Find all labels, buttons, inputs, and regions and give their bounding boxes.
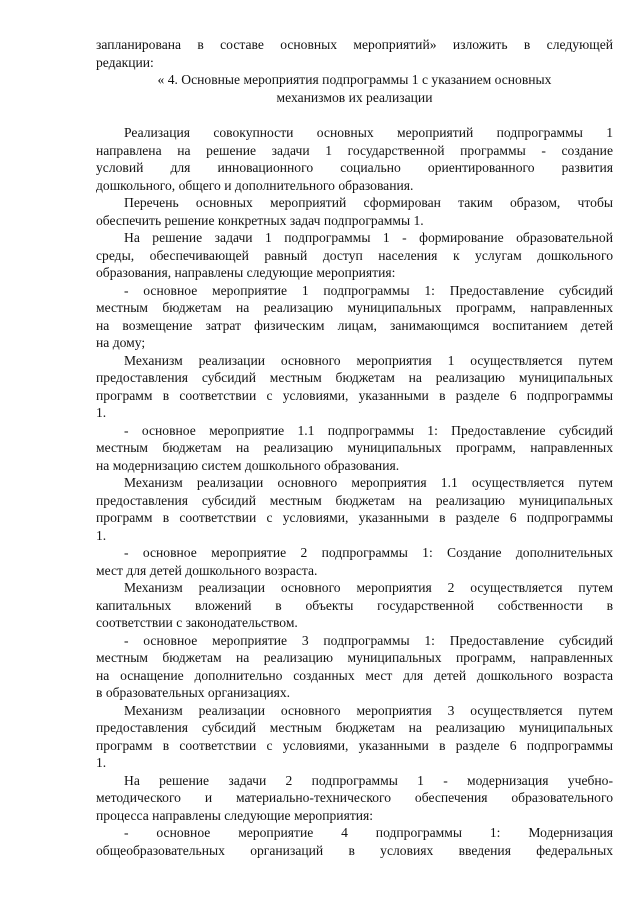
- text-line: - основное мероприятие 1 подпрограммы 1: Предоставление субсидий: [124, 282, 613, 298]
- text-line: Механизм реализации основного мероприятия 1 осуществляется путем: [124, 352, 613, 368]
- text-line: предоставления субсидий местным бюджетам на реализацию муниципальных: [96, 720, 613, 735]
- blank-line: [96, 106, 613, 124]
- text-line: программ в соответствии с условиями, указанными в разделе 6 подпрограммы: [96, 510, 613, 525]
- text-line: На решение задачи 2 подпрограммы 1 - модернизация учебно-: [124, 772, 613, 788]
- text-line: методического и материально-технического обеспечения образовательного: [96, 790, 613, 805]
- text-line: на оснащение дополнительно созданных мест для детей дошкольного возраста: [96, 667, 613, 683]
- text-line: 1.: [96, 527, 107, 543]
- text-line: предоставления субсидий местным бюджетам на реализацию муниципальных: [96, 370, 613, 385]
- text-line: программ в соответствии с условиями, указанными в разделе 6 подпрограммы: [96, 387, 613, 403]
- text-line: дошкольного, общего и дополнительного образования.: [96, 177, 414, 193]
- text-line: условий для инновационного социально ориентированного развития: [96, 160, 613, 175]
- text-line: общеобразовательных организаций в условиях введения федеральных: [96, 842, 613, 858]
- text-line: обеспечить решение конкретных задач подпрограммы 1.: [96, 212, 424, 228]
- text-line: Механизм реализации основного мероприятия 3 осуществляется путем: [124, 702, 613, 718]
- text-line: На решение задачи 1 подпрограммы 1 - формирование образовательной: [124, 230, 613, 245]
- text-line: процесса направлены следующие мероприятия:: [96, 807, 374, 823]
- text-line: местным бюджетам на реализацию муниципальных программ, направленных: [96, 300, 613, 315]
- text-line: - основное мероприятие 2 подпрограммы 1: Создание дополнительных: [124, 545, 613, 560]
- text-line: - основное мероприятие 4 подпрограммы 1: Модернизация: [124, 825, 613, 840]
- text-line: направлена на решение задачи 1 государственной программы - создание: [96, 142, 613, 158]
- text-line: редакции:: [96, 54, 154, 70]
- section-heading-line: механизмов их реализации: [276, 89, 433, 105]
- text-line: соответствии с законодательством.: [96, 615, 298, 630]
- text-line: запланирована в составе основных мероприятий» изложить в следующей: [96, 37, 613, 52]
- text-line: программ в соответствии с условиями, указанными в разделе 6 подпрограммы: [96, 737, 613, 753]
- text-line: местным бюджетам на реализацию муниципальных программ, направленных: [96, 440, 613, 455]
- text-line: в образовательных организациях.: [96, 685, 291, 700]
- text-line: Перечень основных мероприятий сформирован таким образом, чтобы: [124, 195, 613, 210]
- text-line: - основное мероприятие 1.1 подпрограммы 1: Предоставление субсидий: [124, 422, 613, 438]
- text-line: 1.: [96, 405, 107, 420]
- text-line: местным бюджетам на реализацию муниципальных программ, направленных: [96, 650, 613, 665]
- text-line: капитальных вложений в объекты государственной собственности в: [96, 597, 613, 613]
- text-line: образования, направлены следующие мероприятия:: [96, 265, 396, 280]
- text-line: - основное мероприятие 3 подпрограммы 1: Предоставление субсидий: [124, 632, 613, 648]
- text-line: предоставления субсидий местным бюджетам на реализацию муниципальных: [96, 492, 613, 508]
- text-line: на дому;: [96, 335, 146, 350]
- text-line: Механизм реализации основного мероприятия 2 осуществляется путем: [124, 580, 613, 595]
- text-line: 1.: [96, 755, 107, 770]
- section-heading-line: « 4. Основные мероприятия подпрограммы 1 с указанием основных: [157, 72, 552, 87]
- text-line: Реализация совокупности основных мероприятий подпрограммы 1: [124, 125, 613, 140]
- text-line: на модернизацию систем дошкольного образования.: [96, 457, 400, 473]
- text-line: Механизм реализации основного мероприятия 1.1 осуществляется путем: [124, 475, 613, 490]
- document-page: [96, 36, 613, 859]
- text-line: мест для детей дошкольного возраста.: [96, 562, 318, 578]
- text-line: на возмещение затрат физическим лицам, занимающимся воспитанием детей: [96, 317, 613, 333]
- text-line: среды, обеспечивающей равный доступ населения к услугам дошкольного: [96, 247, 613, 263]
